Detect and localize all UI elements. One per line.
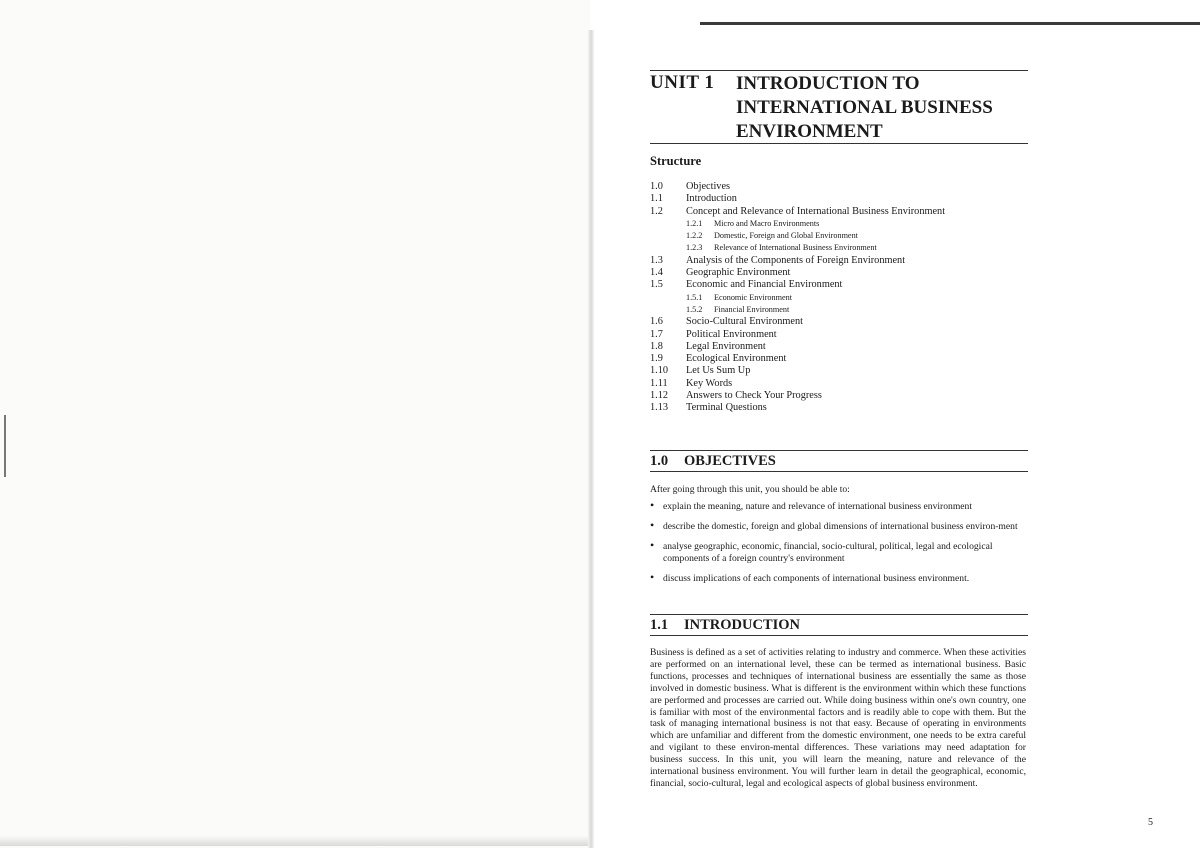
structure-item-number: 1.5.2 <box>686 304 703 314</box>
introduction-bottom-rule <box>650 635 1028 636</box>
objectives-bottom-rule <box>650 471 1028 472</box>
objectives-top-rule <box>650 450 1028 451</box>
objective-bullet: • describe the domestic, foreign and global dimensions of international business environ-ment <box>650 521 1035 533</box>
unit-top-rule <box>650 70 1028 71</box>
structure-item-label: Political Environment <box>686 328 777 340</box>
structure-item-number: 1.6 <box>650 316 663 328</box>
structure-item-number: 1.1 <box>650 193 663 205</box>
structure-item-number: 1.0 <box>650 181 663 192</box>
structure-item-label: Socio-Cultural Environment <box>686 316 803 328</box>
structure-item <box>650 255 1050 267</box>
structure-item-number: 1.2.3 <box>686 243 703 253</box>
structure-item <box>650 193 1050 205</box>
structure-item <box>650 181 1050 193</box>
structure-item-label: Legal Environment <box>686 340 766 352</box>
structure-item-number: 1.3 <box>650 254 663 266</box>
structure-item-label: Let Us Sum Up <box>686 365 751 377</box>
structure-item <box>650 341 1050 353</box>
structure-item <box>650 304 1050 316</box>
structure-item <box>650 292 1050 304</box>
structure-item-number: 1.9 <box>650 353 663 365</box>
structure-item-label: Concept and Relevance of International Business Environment <box>686 205 946 217</box>
structure-item-number: 1.7 <box>650 328 663 340</box>
structure-item-label: Key Words <box>686 377 733 389</box>
structure-item <box>650 365 1050 377</box>
structure-item-number: 1.11 <box>650 377 668 389</box>
structure-heading: Structure <box>650 154 702 168</box>
objectives-list <box>650 501 1035 593</box>
structure-item-number: 1.2.2 <box>686 231 703 241</box>
structure-item-label: Economic and Financial Environment <box>686 279 843 291</box>
structure-item <box>650 329 1050 341</box>
structure-item <box>650 242 1050 254</box>
page-edge-mark <box>4 415 6 477</box>
objectives-intro: After going through this unit, you should be able to: <box>650 484 850 495</box>
introduction-top-rule <box>650 614 1028 615</box>
structure-item-label: Analysis of the Components of Foreign Environment <box>686 254 906 266</box>
structure-item-label: Economic Environment <box>714 292 792 302</box>
structure-item <box>650 218 1050 230</box>
structure-item <box>650 206 1050 218</box>
structure-item <box>650 316 1050 328</box>
structure-item-number: 1.4 <box>650 267 663 279</box>
structure-item-number: 1.8 <box>650 340 663 352</box>
structure-list <box>650 181 1050 415</box>
unit-title <box>736 72 1036 144</box>
book-gutter <box>588 30 594 848</box>
structure-item-label: Answers to Check Your Progress <box>686 390 822 402</box>
structure-item-label: Objectives <box>686 181 731 192</box>
structure-item-label: Introduction <box>686 193 737 205</box>
unit-bottom-rule <box>650 143 1028 144</box>
objective-bullet: • explain the meaning, nature and relevance of international business environment <box>650 501 1035 513</box>
introduction-title: INTRODUCTION <box>684 617 801 633</box>
structure-item-label: Domestic, Foreign and Global Environment <box>714 231 858 241</box>
scan-top-edge <box>700 22 1200 25</box>
objectives-title: OBJECTIVES <box>684 453 776 469</box>
structure-item-label: Micro and Macro Environments <box>714 218 820 228</box>
left-blank-page <box>0 0 590 848</box>
introduction-body: Business is defined as a set of activities relating to industry and commerce. When these activities are performed on an international level, these can be termed as international business. Basic functions, processes and techniques of international business are essentially the same as those involved in domestic business. What is different is the environment within which these functions are performed and processes are carried out. While doing business within one's own country, one is familiar with most of the environmental factors and is readily able to cope with them. But the task of managing international business is not that easy. Because of operating in environments which are unfamiliar and different from the domestic environment, one needs to be extra careful and vigilant to these environ-mental differences. These variations may need adaptation for business success. In this unit, you will learn the meaning, nature and relevance of the international business environment. You will further learn in detail the geographical, economic, financial, socio-cultural, legal and ecological aspects of global business environment. <box>650 647 1026 789</box>
structure-item-number: 1.10 <box>650 365 669 377</box>
structure-item-label: Geographic Environment <box>686 267 791 279</box>
structure-item <box>650 390 1050 402</box>
structure-item-number: 1.2.1 <box>686 218 703 228</box>
structure-item-label: Relevance of International Business Environment <box>714 243 877 253</box>
structure-item-number: 1.2 <box>650 205 663 217</box>
unit-title-line: INTERNATIONAL BUSINESS <box>736 97 993 118</box>
unit-number: UNIT 1 <box>650 72 715 93</box>
introduction-number: 1.1 <box>650 617 669 633</box>
structure-item <box>650 267 1050 279</box>
structure-item <box>650 353 1050 365</box>
page-bottom-shadow <box>0 836 590 846</box>
structure-item-number: 1.5 <box>650 279 663 291</box>
structure-item-number: 1.12 <box>650 390 669 402</box>
structure-item <box>650 378 1050 390</box>
structure-item-number: 1.13 <box>650 402 669 414</box>
structure-item-number: 1.5.1 <box>686 292 703 302</box>
page-number: 5 <box>1148 817 1153 828</box>
structure-item-label: Financial Environment <box>714 304 790 314</box>
unit-title-line: ENVIRONMENT <box>736 121 883 142</box>
objective-bullet: • analyse geographic, economic, financial, socio-cultural, political, legal and ecological components of a foreign country's environment <box>650 541 1035 565</box>
introduction-heading <box>650 617 800 634</box>
objective-bullet: • discuss implications of each components of international business environment. <box>650 573 1035 585</box>
objectives-number: 1.0 <box>650 453 669 469</box>
unit-title-line: INTRODUCTION TO <box>736 73 920 94</box>
structure-item-label: Terminal Questions <box>686 402 767 414</box>
structure-item <box>650 402 1050 414</box>
structure-item <box>650 279 1050 291</box>
structure-item-label: Ecological Environment <box>686 353 787 365</box>
structure-item <box>650 230 1050 242</box>
objectives-heading <box>650 453 776 470</box>
